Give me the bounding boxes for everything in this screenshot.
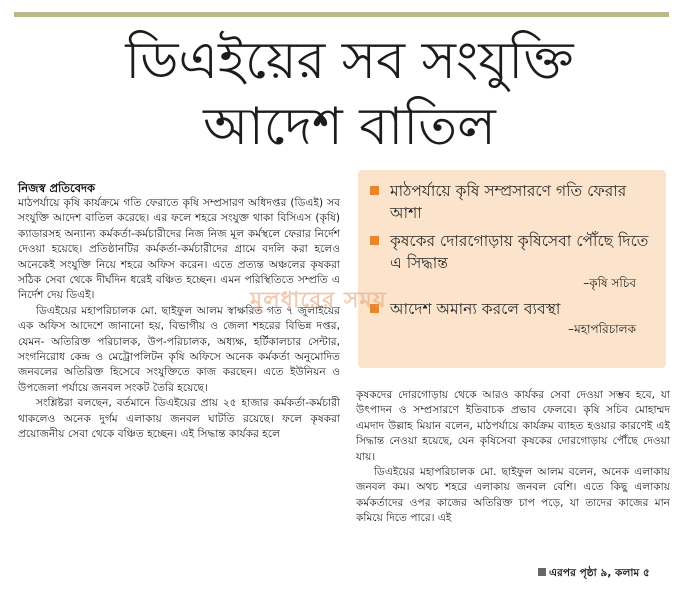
top-rule bbox=[14, 12, 669, 17]
watermark-logo: মুলধারের সময় bbox=[250, 288, 387, 313]
left-paragraph-2: ডিএইয়ের মহাপরিচালক মো. ছাইফুল আলম স্বাক্ষরিত গত ৭ জুলাইয়ের এক অফিস আদেশে জানানো হয়, বিভাগীয় ও জেলা শহরের বিভিন্ন দপ্তর, যেমন- অতিরিক্ত পরিচালক, উপ-পরিচালক, অধ্যক্ষ, হর্টিকালচার সেন্টার, সংগনিরোধ কেন্দ্র ও মেট্রোপলিটন কৃষি অফিসে অনেক কর্মকর্তা অনুমোদিত জনবলের অতিরিক্ত হিসেবে সংযুক্তিতে কাজ করছেন। এতে ইউনিয়ন ও উপজেলা পর্যায়ে জনবল সংকট তৈরি হয়েছে। bbox=[18, 304, 340, 394]
highlight-text: আদেশ অমান্য করলে ব্যবস্থা bbox=[390, 300, 561, 318]
square-marker-icon bbox=[538, 568, 546, 576]
continuation-text: এরপর পৃষ্ঠা ৯, কলাম ৫ bbox=[549, 567, 650, 579]
highlight-item bbox=[370, 230, 656, 292]
headline bbox=[0, 28, 699, 160]
right-paragraph-1: কৃষকদের দোরগোড়ায় থেকে আরও কার্যকর সেবা দেওয়া সম্ভব হবে, যা উৎপাদন ও সম্প্রসারণে ইতিবাচক প্রভাব ফেলবে। কৃষি সচিব মোহাম্মদ এমদাদ উল্লাহ মিয়ান বলেন, মাঠপর্যায়ে কার্যক্রম ব্যাহত হওয়ার কারণেই এই সিদ্ধান্ত নেওয়া হয়েছে, যেন কৃষিসেবা কৃষকের দোরগোড়ায় পৌঁছে দেওয়া যায়। bbox=[356, 389, 670, 463]
highlight-item bbox=[370, 180, 656, 224]
right-paragraph-2: ডিএইয়ের মহাপরিচালক মো. ছাইফুল আলম বলেন, অনেক এলাকায় জনবল কম। অথচ শহরে এলাকায় জনবল বেশি। এতে কিছু এলাকায় কর্মকর্তাদের ওপর কাজের অতিরিক্ত চাপ পড়ে, যা তাদের কাজের মান কমিয়ে দিতে পারে। এই bbox=[356, 466, 670, 525]
continuation-note bbox=[538, 566, 650, 583]
left-paragraph-3: সংশ্লিষ্টরা বলছেন, বর্তমানে ডিএইয়ের প্রায় ২৫ হাজার কর্মকর্তা-কর্মচারী থাকলেও অনেক দুর্গম এলাকায় জনবল ঘাটতি রয়েছে। ফলে কৃষকরা প্রয়োজনীয় সেবা থেকে বঞ্চিত হচ্ছেন। এই সিদ্ধান্ত কার্যকর হলে bbox=[18, 397, 340, 441]
highlight-box bbox=[358, 170, 666, 368]
highlight-text: কৃষকের দোরগোড়ায় কৃষিসেবা পৌঁছে দিতে এ সিদ্ধান্ত bbox=[390, 232, 649, 272]
headline-line-2: আদেশ বাতিল bbox=[203, 97, 496, 157]
square-bullet-icon bbox=[370, 186, 379, 195]
left-paragraph-1: মাঠপর্যায়ে কৃষি কার্যক্রমে গতি ফেরাতে কৃষি সম্প্রসারণ অধিদপ্তর (ডিএই) সব সংযুক্তি আদেশ বাতিল করেছে। এর ফলে শহরে সংযুক্ত থাকা বিসিএস (কৃষি) ক্যাডারসহ অন্যান্য কর্মকর্তা-কর্মচারীদের নিজ নিজ মূল কর্মস্থলে ফেরার নির্দেশ দেওয়া হয়েছে। প্রতিষ্ঠানটির কর্মকর্তা-কর্মচারীদের গ্রামে বদলি করা হলেও অনেকেই সংযুক্তি নিয়ে শহরে অফিস করেন। এতে প্রত্যন্ত অঞ্চলের কৃষকরা সঠিক সেবা থেকে দীর্ঘদিন ধরেই বঞ্চিত হচ্ছেন। এমন পরিস্থিতিতে সম্প্রতি এ নির্দেশ দেয় ডিএই। bbox=[18, 197, 340, 302]
byline: নিজস্ব প্রতিবেদক bbox=[18, 181, 96, 195]
highlight-text: মাঠপর্যায়ে কৃষি সম্প্রসারণে গতি ফেরার আশা bbox=[390, 182, 627, 222]
highlight-attribution: –মহাপরিচালক bbox=[568, 322, 636, 336]
highlight-item bbox=[370, 298, 656, 338]
highlight-attribution: –কৃষি সচিব bbox=[583, 276, 636, 290]
square-bullet-icon bbox=[370, 236, 379, 245]
right-column bbox=[356, 388, 670, 527]
headline-line-1: ডিএইয়ের সব সংযুক্তি bbox=[125, 31, 574, 91]
